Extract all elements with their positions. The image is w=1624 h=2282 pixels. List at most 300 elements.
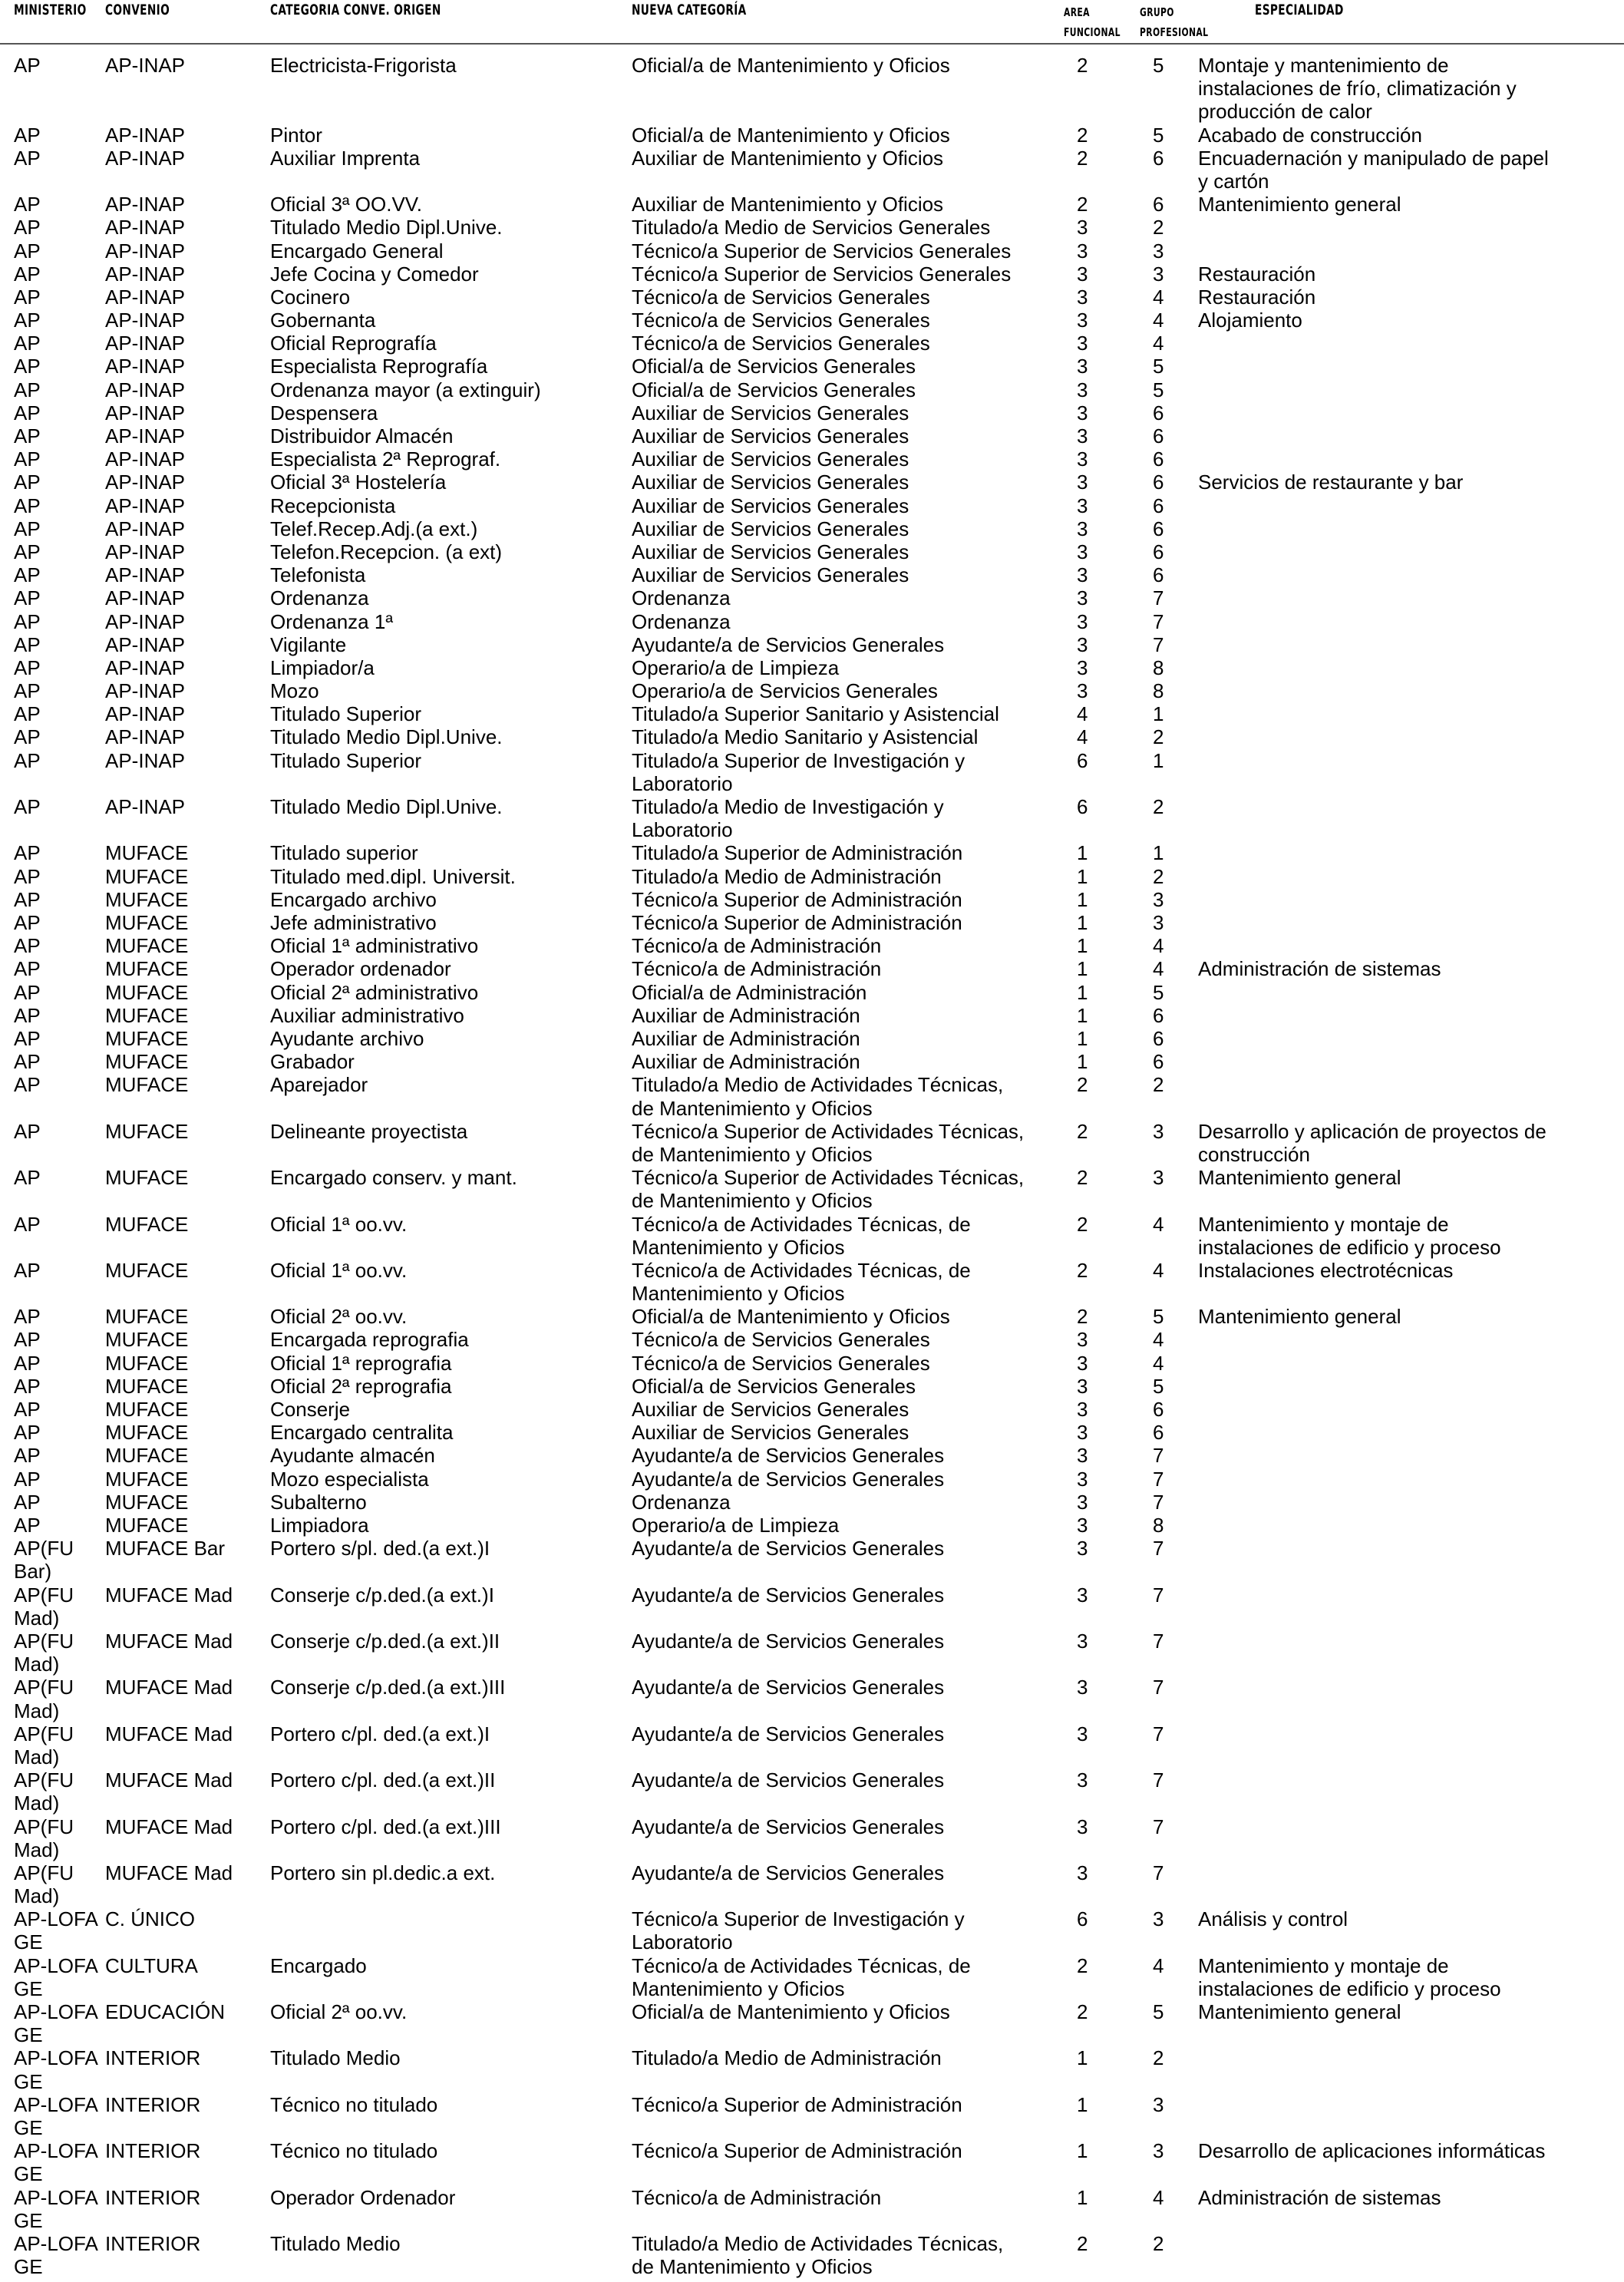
categoria-origen-cell: Ordenanza xyxy=(270,586,369,610)
area-funcional-cell: 3 xyxy=(1077,1768,1088,1792)
table-row xyxy=(0,401,1624,424)
categoria-origen-cell: Titulado Superior xyxy=(270,702,422,726)
grupo-profesional-cell: 6 xyxy=(1153,447,1164,471)
ministerio-cell: AP(FU Mad) xyxy=(14,1815,74,1861)
table-row xyxy=(0,216,1624,239)
table-row xyxy=(0,1120,1624,1166)
nueva-categoria-cell: Auxiliar de Servicios Generales xyxy=(632,1421,909,1445)
convenio-cell: AP-INAP xyxy=(105,609,186,633)
nueva-categoria-cell: Técnico/a Superior de Administración xyxy=(632,911,962,935)
convenio-cell: AP-INAP xyxy=(105,748,186,772)
categoria-origen-cell: Portero c/pl. ded.(a ext.)II xyxy=(270,1768,496,1792)
grupo-profesional-cell: 4 xyxy=(1153,2185,1164,2209)
categoria-origen-cell: Técnico no titulado xyxy=(270,2139,438,2163)
convenio-cell: AP-INAP xyxy=(105,725,186,749)
area-funcional-cell: 3 xyxy=(1077,1537,1088,1560)
nueva-categoria-cell: Titulado/a Medio de Servicios Generales xyxy=(632,216,991,239)
area-funcional-cell: 1 xyxy=(1077,934,1088,958)
table-row xyxy=(0,1768,1624,1815)
convenio-cell: MUFACE Mad xyxy=(105,1583,233,1607)
grupo-profesional-cell: 7 xyxy=(1153,1815,1164,1838)
ministerio-cell: AP xyxy=(14,632,41,656)
area-funcional-cell: 2 xyxy=(1077,1212,1088,1236)
nueva-categoria-cell: Ayudante/a de Servicios Generales xyxy=(632,1467,945,1491)
table-row xyxy=(0,2046,1624,2092)
grupo-profesional-cell: 2 xyxy=(1153,864,1164,888)
especialidad-cell: Desarrollo y aplicación de proyectos de construcción xyxy=(1198,1119,1546,1166)
ministerio-cell: AP-LOFA GE xyxy=(14,2092,98,2140)
table-row xyxy=(0,1722,1624,1768)
area-funcional-cell: 3 xyxy=(1077,471,1088,494)
table-row xyxy=(0,841,1624,864)
header-ministerio: MINISTERIO xyxy=(14,2,87,18)
ministerio-cell: AP xyxy=(14,1258,41,1282)
nueva-categoria-cell: Ordenanza xyxy=(632,609,731,633)
categoria-origen-cell: Portero sin pl.dedic.a ext. xyxy=(270,1861,496,1884)
especialidad-cell: Instalaciones electrotécnicas xyxy=(1198,1258,1454,1282)
area-funcional-cell: 3 xyxy=(1077,262,1088,286)
ministerio-cell: AP xyxy=(14,1421,41,1445)
ministerio-cell: AP(FU Bar) xyxy=(14,1537,74,1584)
ministerio-cell: AP xyxy=(14,355,41,378)
categoria-origen-cell: Telefonista xyxy=(270,563,366,587)
grupo-profesional-cell: 6 xyxy=(1153,1026,1164,1050)
grupo-profesional-cell: 5 xyxy=(1153,2000,1164,2024)
convenio-cell: MUFACE Mad xyxy=(105,1768,233,1792)
grupo-profesional-cell: 8 xyxy=(1153,679,1164,703)
ministerio-cell: AP xyxy=(14,309,41,332)
nueva-categoria-cell: Titulado/a Medio de Actividades Técnicas, de Mantenimiento y Oficios xyxy=(632,2232,1004,2279)
table-row xyxy=(0,586,1624,609)
header-categoria-origen: CATEGORIA CONVE. ORIGEN xyxy=(270,2,441,18)
nueva-categoria-cell: Auxiliar de Servicios Generales xyxy=(632,517,909,540)
grupo-profesional-cell: 7 xyxy=(1153,1583,1164,1607)
grupo-profesional-cell: 5 xyxy=(1153,1305,1164,1329)
convenio-cell: MUFACE xyxy=(105,934,189,958)
categoria-origen-cell: Pintor xyxy=(270,123,322,147)
ministerio-cell: AP xyxy=(14,679,41,703)
grupo-profesional-cell: 3 xyxy=(1153,911,1164,935)
grupo-profesional-cell: 3 xyxy=(1153,262,1164,286)
table-row xyxy=(0,1537,1624,1583)
header-especialidad: ESPECIALIDAD xyxy=(1255,2,1344,18)
nueva-categoria-cell: Auxiliar de Administración xyxy=(632,1003,860,1027)
grupo-profesional-cell: 2 xyxy=(1153,725,1164,749)
table-row xyxy=(0,934,1624,957)
area-funcional-cell: 3 xyxy=(1077,679,1088,703)
grupo-profesional-cell: 7 xyxy=(1153,1537,1164,1560)
grupo-profesional-cell: 6 xyxy=(1153,1421,1164,1445)
nueva-categoria-cell: Técnico/a de Servicios Generales xyxy=(632,1351,930,1375)
table-body xyxy=(0,54,1624,2278)
table-row xyxy=(0,1328,1624,1351)
table-row xyxy=(0,309,1624,332)
grupo-profesional-cell: 1 xyxy=(1153,841,1164,865)
nueva-categoria-cell: Auxiliar de Administración xyxy=(632,1026,860,1050)
table-row xyxy=(0,1166,1624,1212)
table-row xyxy=(0,1004,1624,1027)
categoria-origen-cell: Oficial 3ª OO.VV. xyxy=(270,193,422,216)
ministerio-cell: AP xyxy=(14,494,41,517)
grupo-profesional-cell: 5 xyxy=(1153,54,1164,77)
grupo-profesional-cell: 2 xyxy=(1153,1073,1164,1097)
table-row xyxy=(0,1954,1624,2000)
nueva-categoria-cell: Ordenanza xyxy=(632,1490,731,1514)
categoria-origen-cell: Encargado conserv. y mant. xyxy=(270,1166,517,1190)
table-row xyxy=(0,147,1624,193)
especialidad-cell: Montaje y mantenimiento de instalaciones de frío, climatización y producción de calor xyxy=(1198,54,1517,124)
area-funcional-cell: 4 xyxy=(1077,725,1088,749)
table-row xyxy=(0,1514,1624,1537)
convenio-cell: AP-INAP xyxy=(105,656,186,679)
grupo-profesional-cell: 7 xyxy=(1153,1861,1164,1884)
categoria-origen-cell: Encargado archivo xyxy=(270,887,437,911)
area-funcional-cell: 3 xyxy=(1077,1513,1088,1537)
nueva-categoria-cell: Auxiliar de Servicios Generales xyxy=(632,1398,909,1422)
grupo-profesional-cell: 1 xyxy=(1153,748,1164,772)
grupo-profesional-cell: 5 xyxy=(1153,378,1164,401)
grupo-profesional-cell: 7 xyxy=(1153,609,1164,633)
nueva-categoria-cell: Titulado/a Superior de Investigación y Laboratorio xyxy=(632,748,965,795)
table-row xyxy=(0,957,1624,980)
area-funcional-cell: 3 xyxy=(1077,401,1088,424)
ministerio-cell: AP xyxy=(14,1026,41,1050)
grupo-profesional-cell: 4 xyxy=(1153,957,1164,981)
grupo-profesional-cell: 8 xyxy=(1153,1513,1164,1537)
area-funcional-cell: 1 xyxy=(1077,841,1088,865)
nueva-categoria-cell: Técnico/a Superior de Administración xyxy=(632,2092,962,2116)
nueva-categoria-cell: Técnico/a de Actividades Técnicas, de Mantenimiento y Oficios xyxy=(632,1258,971,1306)
categoria-origen-cell: Jefe administrativo xyxy=(270,911,437,935)
nueva-categoria-cell: Técnico/a de Servicios Generales xyxy=(632,1328,930,1352)
table-row xyxy=(0,1050,1624,1073)
ministerio-cell: AP xyxy=(14,123,41,147)
grupo-profesional-cell: 6 xyxy=(1153,471,1164,494)
grupo-profesional-cell: 7 xyxy=(1153,1722,1164,1745)
grupo-profesional-cell: 6 xyxy=(1153,563,1164,587)
especialidad-cell: Administración de sistemas xyxy=(1198,2185,1441,2209)
grupo-profesional-cell: 3 xyxy=(1153,1907,1164,1931)
ministerio-cell: AP xyxy=(14,1374,41,1398)
grupo-profesional-cell: 2 xyxy=(1153,2232,1164,2256)
categoria-origen-cell: Telefon.Recepcion. (a ext) xyxy=(270,540,503,563)
nueva-categoria-cell: Técnico/a Superior de Servicios Generales xyxy=(632,239,1012,263)
table-row xyxy=(0,563,1624,586)
ministerio-cell: AP xyxy=(14,1398,41,1422)
nueva-categoria-cell: Ayudante/a de Servicios Generales xyxy=(632,1537,945,1560)
table-row xyxy=(0,911,1624,934)
categoria-origen-cell: Limpiador/a xyxy=(270,656,375,679)
categoria-origen-cell: Titulado Superior xyxy=(270,748,422,772)
area-funcional-cell: 3 xyxy=(1077,332,1088,355)
grupo-profesional-cell: 6 xyxy=(1153,193,1164,216)
table-row xyxy=(0,1676,1624,1722)
area-funcional-cell: 2 xyxy=(1077,1119,1088,1143)
area-funcional-cell: 3 xyxy=(1077,1583,1088,1607)
categoria-origen-cell: Distribuidor Almacén xyxy=(270,424,454,448)
grupo-profesional-cell: 6 xyxy=(1153,1398,1164,1422)
area-funcional-cell: 3 xyxy=(1077,1722,1088,1745)
grupo-profesional-cell: 6 xyxy=(1153,494,1164,517)
grupo-profesional-cell: 3 xyxy=(1153,1166,1164,1190)
convenio-cell: MUFACE xyxy=(105,1513,189,1537)
nueva-categoria-cell: Oficial/a de Mantenimiento y Oficios xyxy=(632,2000,950,2024)
nueva-categoria-cell: Operario/a de Servicios Generales xyxy=(632,679,938,703)
grupo-profesional-cell: 2 xyxy=(1153,795,1164,819)
area-funcional-cell: 3 xyxy=(1077,1490,1088,1514)
nueva-categoria-cell: Técnico/a de Actividades Técnicas, de Mantenimiento y Oficios xyxy=(632,1212,971,1259)
ministerio-cell: AP xyxy=(14,864,41,888)
ministerio-cell: AP xyxy=(14,1003,41,1027)
grupo-profesional-cell: 5 xyxy=(1153,980,1164,1004)
area-funcional-cell: 3 xyxy=(1077,1861,1088,1884)
nueva-categoria-cell: Técnico/a Superior de Administración xyxy=(632,2139,962,2163)
nueva-categoria-cell: Auxiliar de Servicios Generales xyxy=(632,563,909,587)
nueva-categoria-cell: Titulado/a Medio de Administración xyxy=(632,2046,942,2070)
table-row xyxy=(0,54,1624,124)
grupo-profesional-cell: 3 xyxy=(1153,239,1164,263)
area-funcional-cell: 3 xyxy=(1077,1444,1088,1468)
nueva-categoria-cell: Técnico/a Superior de Servicios Generales xyxy=(632,262,1012,286)
area-funcional-cell: 3 xyxy=(1077,355,1088,378)
nueva-categoria-cell: Oficial/a de Servicios Generales xyxy=(632,355,916,378)
categoria-origen-cell: Oficial 3ª Hostelería xyxy=(270,471,447,494)
convenio-cell: AP-INAP xyxy=(105,146,186,170)
convenio-cell: C. ÚNICO xyxy=(105,1907,195,1931)
categoria-origen-cell: Conserje xyxy=(270,1398,351,1422)
ministerio-cell: AP-LOFA GE xyxy=(14,1953,98,2000)
table-row xyxy=(0,795,1624,841)
categoria-origen-cell: Vigilante xyxy=(270,632,347,656)
nueva-categoria-cell: Ayudante/a de Servicios Generales xyxy=(632,1768,945,1792)
nueva-categoria-cell: Ayudante/a de Servicios Generales xyxy=(632,1629,945,1653)
convenio-cell: MUFACE xyxy=(105,1328,189,1352)
especialidad-cell: Análisis y control xyxy=(1198,1907,1348,1931)
table-row xyxy=(0,1468,1624,1491)
categoria-origen-cell: Oficial 1ª reprografia xyxy=(270,1351,452,1375)
categoria-origen-cell: Mozo especialista xyxy=(270,1467,429,1491)
table-row xyxy=(0,193,1624,216)
ministerio-cell: AP xyxy=(14,239,41,263)
categoria-origen-cell: Titulado Medio Dipl.Unive. xyxy=(270,795,503,819)
table-row xyxy=(0,332,1624,355)
convenio-cell: AP-INAP xyxy=(105,471,186,494)
ministerio-cell: AP xyxy=(14,216,41,239)
area-funcional-cell: 2 xyxy=(1077,1073,1088,1097)
categoria-origen-cell: Titulado Medio xyxy=(270,2232,401,2256)
convenio-cell: EDUCACIÓN xyxy=(105,2000,226,2024)
convenio-cell: MUFACE Mad xyxy=(105,1629,233,1653)
categoria-origen-cell: Ordenanza mayor (a extinguir) xyxy=(270,378,541,401)
area-funcional-cell: 6 xyxy=(1077,748,1088,772)
ministerio-cell: AP xyxy=(14,957,41,981)
area-funcional-cell: 3 xyxy=(1077,632,1088,656)
especialidad-cell: Mantenimiento general xyxy=(1198,193,1401,216)
convenio-cell: AP-INAP xyxy=(105,239,186,263)
area-funcional-cell: 6 xyxy=(1077,795,1088,819)
ministerio-cell: AP xyxy=(14,424,41,448)
categoria-origen-cell: Encargado xyxy=(270,1953,367,1977)
nueva-categoria-cell: Ayudante/a de Servicios Generales xyxy=(632,1583,945,1607)
table-row xyxy=(0,1213,1624,1259)
table-row xyxy=(0,702,1624,725)
convenio-cell: MUFACE xyxy=(105,1305,189,1329)
nueva-categoria-cell: Técnico/a de Administración xyxy=(632,2185,882,2209)
area-funcional-cell: 1 xyxy=(1077,1026,1088,1050)
table-row xyxy=(0,471,1624,494)
grupo-profesional-cell: 4 xyxy=(1153,1212,1164,1236)
area-funcional-cell: 3 xyxy=(1077,1374,1088,1398)
convenio-cell: AP-INAP xyxy=(105,517,186,540)
area-funcional-cell: 3 xyxy=(1077,1467,1088,1491)
categoria-origen-cell: Despensera xyxy=(270,401,378,424)
area-funcional-cell: 6 xyxy=(1077,1907,1088,1931)
table-row xyxy=(0,656,1624,679)
convenio-cell: AP-INAP xyxy=(105,586,186,610)
ministerio-cell: AP xyxy=(14,378,41,401)
nueva-categoria-cell: Ayudante/a de Servicios Generales xyxy=(632,1722,945,1745)
grupo-profesional-cell: 4 xyxy=(1153,1258,1164,1282)
grupo-profesional-cell: 4 xyxy=(1153,1351,1164,1375)
especialidad-cell: Alojamiento xyxy=(1198,309,1302,332)
convenio-cell: AP-INAP xyxy=(105,309,186,332)
grupo-profesional-cell: 7 xyxy=(1153,1676,1164,1699)
header-grupo-line1: GRUPO xyxy=(1140,5,1174,19)
especialidad-cell: Mantenimiento general xyxy=(1198,2000,1401,2024)
area-funcional-cell: 2 xyxy=(1077,123,1088,147)
convenio-cell: CULTURA xyxy=(105,1953,198,1977)
categoria-origen-cell: Subalterno xyxy=(270,1490,367,1514)
grupo-profesional-cell: 2 xyxy=(1153,216,1164,239)
convenio-cell: AP-INAP xyxy=(105,447,186,471)
categoria-origen-cell: Oficial 2ª administrativo xyxy=(270,980,479,1004)
categoria-origen-cell: Operador ordenador xyxy=(270,957,451,981)
table-row xyxy=(0,2232,1624,2278)
header-nueva-categoria: NUEVA CATEGORÍA xyxy=(632,2,747,18)
table-row xyxy=(0,1027,1624,1050)
categoria-origen-cell: Oficial 2ª reprografia xyxy=(270,1374,452,1398)
categoria-origen-cell: Auxiliar Imprenta xyxy=(270,146,421,170)
nueva-categoria-cell: Técnico/a Superior de Investigación y Laboratorio xyxy=(632,1907,965,1954)
ministerio-cell: AP xyxy=(14,1119,41,1143)
grupo-profesional-cell: 6 xyxy=(1153,540,1164,563)
area-funcional-cell: 2 xyxy=(1077,146,1088,170)
table-row xyxy=(0,633,1624,656)
nueva-categoria-cell: Ayudante/a de Servicios Generales xyxy=(632,1861,945,1884)
categoria-origen-cell: Oficial Reprografía xyxy=(270,332,437,355)
convenio-cell: MUFACE xyxy=(105,1374,189,1398)
ministerio-cell: AP(FU Mad) xyxy=(14,1722,74,1768)
table-row xyxy=(0,1421,1624,1444)
grupo-profesional-cell: 7 xyxy=(1153,1444,1164,1468)
grupo-profesional-cell: 4 xyxy=(1153,1953,1164,1977)
ministerio-cell: AP xyxy=(14,1073,41,1097)
categoria-origen-cell: Conserje c/p.ded.(a ext.)III xyxy=(270,1676,506,1699)
ministerio-cell: AP xyxy=(14,702,41,726)
grupo-profesional-cell: 4 xyxy=(1153,285,1164,309)
categoria-origen-cell: Técnico no titulado xyxy=(270,2092,438,2116)
area-funcional-cell: 3 xyxy=(1077,1421,1088,1445)
convenio-cell: AP-INAP xyxy=(105,262,186,286)
table-row xyxy=(0,2139,1624,2185)
grupo-profesional-cell: 7 xyxy=(1153,586,1164,610)
area-funcional-cell: 3 xyxy=(1077,609,1088,633)
ministerio-cell: AP xyxy=(14,447,41,471)
convenio-cell: MUFACE xyxy=(105,1212,189,1236)
convenio-cell: AP-INAP xyxy=(105,54,186,77)
nueva-categoria-cell: Ayudante/a de Servicios Generales xyxy=(632,1444,945,1468)
ministerio-cell: AP xyxy=(14,193,41,216)
categoria-origen-cell: Grabador xyxy=(270,1050,355,1074)
area-funcional-cell: 2 xyxy=(1077,1166,1088,1190)
ministerio-cell: AP xyxy=(14,1351,41,1375)
ministerio-cell: AP xyxy=(14,563,41,587)
area-funcional-cell: 3 xyxy=(1077,1351,1088,1375)
area-funcional-cell: 3 xyxy=(1077,494,1088,517)
nueva-categoria-cell: Técnico/a de Servicios Generales xyxy=(632,285,930,309)
nueva-categoria-cell: Oficial/a de Servicios Generales xyxy=(632,378,916,401)
convenio-cell: AP-INAP xyxy=(105,193,186,216)
table-row xyxy=(0,1375,1624,1398)
ministerio-cell: AP xyxy=(14,1467,41,1491)
ministerio-cell: AP xyxy=(14,1490,41,1514)
nueva-categoria-cell: Auxiliar de Servicios Generales xyxy=(632,447,909,471)
area-funcional-cell: 1 xyxy=(1077,2139,1088,2163)
ministerio-cell: AP(FU Mad) xyxy=(14,1768,74,1815)
convenio-cell: MUFACE xyxy=(105,911,189,935)
area-funcional-cell: 1 xyxy=(1077,957,1088,981)
convenio-cell: INTERIOR xyxy=(105,2092,201,2116)
especialidad-cell: Administración de sistemas xyxy=(1198,957,1441,981)
area-funcional-cell: 1 xyxy=(1077,887,1088,911)
table-row xyxy=(0,378,1624,401)
convenio-cell: INTERIOR xyxy=(105,2046,201,2070)
area-funcional-cell: 2 xyxy=(1077,2232,1088,2256)
categoria-origen-cell: Jefe Cocina y Comedor xyxy=(270,262,479,286)
convenio-cell: AP-INAP xyxy=(105,632,186,656)
categoria-origen-cell: Titulado med.dipl. Universit. xyxy=(270,864,516,888)
convenio-cell: INTERIOR xyxy=(105,2139,201,2163)
area-funcional-cell: 1 xyxy=(1077,1050,1088,1074)
ministerio-cell: AP-LOFA GE xyxy=(14,2139,98,2186)
grupo-profesional-cell: 7 xyxy=(1153,1490,1164,1514)
categoria-origen-cell: Oficial 1ª administrativo xyxy=(270,934,479,958)
grupo-profesional-cell: 3 xyxy=(1153,2092,1164,2116)
ministerio-cell: AP xyxy=(14,1305,41,1329)
table-row xyxy=(0,1073,1624,1119)
table-row xyxy=(0,1259,1624,1305)
convenio-cell: AP-INAP xyxy=(105,494,186,517)
area-funcional-cell: 3 xyxy=(1077,563,1088,587)
nueva-categoria-cell: Operario/a de Limpieza xyxy=(632,1513,840,1537)
area-funcional-cell: 3 xyxy=(1077,309,1088,332)
convenio-cell: MUFACE xyxy=(105,980,189,1004)
grupo-profesional-cell: 3 xyxy=(1153,1119,1164,1143)
convenio-cell: INTERIOR xyxy=(105,2232,201,2256)
convenio-cell: MUFACE xyxy=(105,1398,189,1422)
convenio-cell: AP-INAP xyxy=(105,424,186,448)
categoria-origen-cell: Encargado centralita xyxy=(270,1421,454,1445)
nueva-categoria-cell: Técnico/a de Servicios Generales xyxy=(632,309,930,332)
nueva-categoria-cell: Técnico/a de Administración xyxy=(632,934,882,958)
grupo-profesional-cell: 5 xyxy=(1153,123,1164,147)
grupo-profesional-cell: 6 xyxy=(1153,401,1164,424)
area-funcional-cell: 1 xyxy=(1077,864,1088,888)
nueva-categoria-cell: Técnico/a Superior de Actividades Técnicas, de Mantenimiento y Oficios xyxy=(632,1166,1025,1213)
nueva-categoria-cell: Oficial/a de Servicios Generales xyxy=(632,1374,916,1398)
table-row xyxy=(0,981,1624,1004)
nueva-categoria-cell: Técnico/a Superior de Administración xyxy=(632,887,962,911)
